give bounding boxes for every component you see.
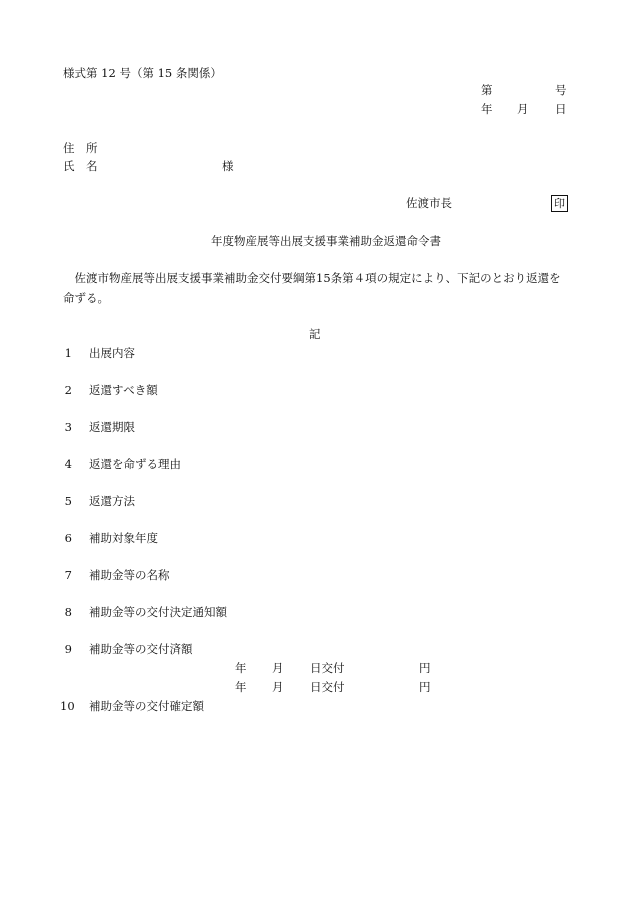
item-number: 5 xyxy=(64,494,72,508)
issuer-title: 佐渡市長 xyxy=(406,196,452,210)
item-number: 2 xyxy=(64,383,72,397)
number-prefix: 第 xyxy=(481,83,493,97)
payment-day: 日交付 xyxy=(310,680,345,694)
item-number: 8 xyxy=(64,605,72,619)
item-number: 10 xyxy=(60,699,75,713)
item-number: 3 xyxy=(64,420,72,434)
payment-month: 月 xyxy=(272,661,284,675)
item-number: 4 xyxy=(64,457,72,471)
payment-yen: 円 xyxy=(419,680,431,694)
item-number: 6 xyxy=(64,531,72,545)
item-number: 9 xyxy=(64,642,72,656)
item-label: 補助対象年度 xyxy=(89,531,158,545)
item-number: 7 xyxy=(64,568,72,582)
item-label: 補助金等の交付済額 xyxy=(89,642,193,656)
payment-year: 年 xyxy=(235,680,247,694)
item-label: 補助金等の名称 xyxy=(89,568,170,582)
item-label: 返還方法 xyxy=(89,494,135,508)
date-year: 年 xyxy=(481,102,493,116)
item-label: 返還期限 xyxy=(89,420,135,434)
address-label: 住 所 xyxy=(63,141,98,155)
payment-year: 年 xyxy=(235,661,247,675)
date-day: 日 xyxy=(555,102,567,116)
body-paragraph: 佐渡市物産展等出展支援事業補助金交付要綱第15条第４項の規定により、下記のとおり返還を命ずる。 xyxy=(63,271,561,305)
item-label: 補助金等の交付決定通知額 xyxy=(89,605,227,619)
item-label: 返還を命ずる理由 xyxy=(89,457,181,471)
item-label: 出展内容 xyxy=(89,346,135,360)
date-month: 月 xyxy=(517,102,529,116)
number-suffix: 号 xyxy=(555,83,567,97)
payment-yen: 円 xyxy=(419,661,431,675)
item-label: 補助金等の交付確定額 xyxy=(89,699,204,713)
form-label: 様式第 12 号（第 15 条関係） xyxy=(63,66,222,80)
honorific: 様 xyxy=(222,159,234,173)
name-label: 氏 名 xyxy=(63,159,98,173)
seal-box: 印 xyxy=(551,195,568,212)
payment-month: 月 xyxy=(272,680,284,694)
item-label: 返還すべき額 xyxy=(89,383,158,397)
document-title: 年度物産展等出展支援事業補助金返還命令書 xyxy=(211,234,441,248)
payment-day: 日交付 xyxy=(310,661,345,675)
ki-heading: 記 xyxy=(309,327,321,341)
item-number: 1 xyxy=(64,346,72,360)
